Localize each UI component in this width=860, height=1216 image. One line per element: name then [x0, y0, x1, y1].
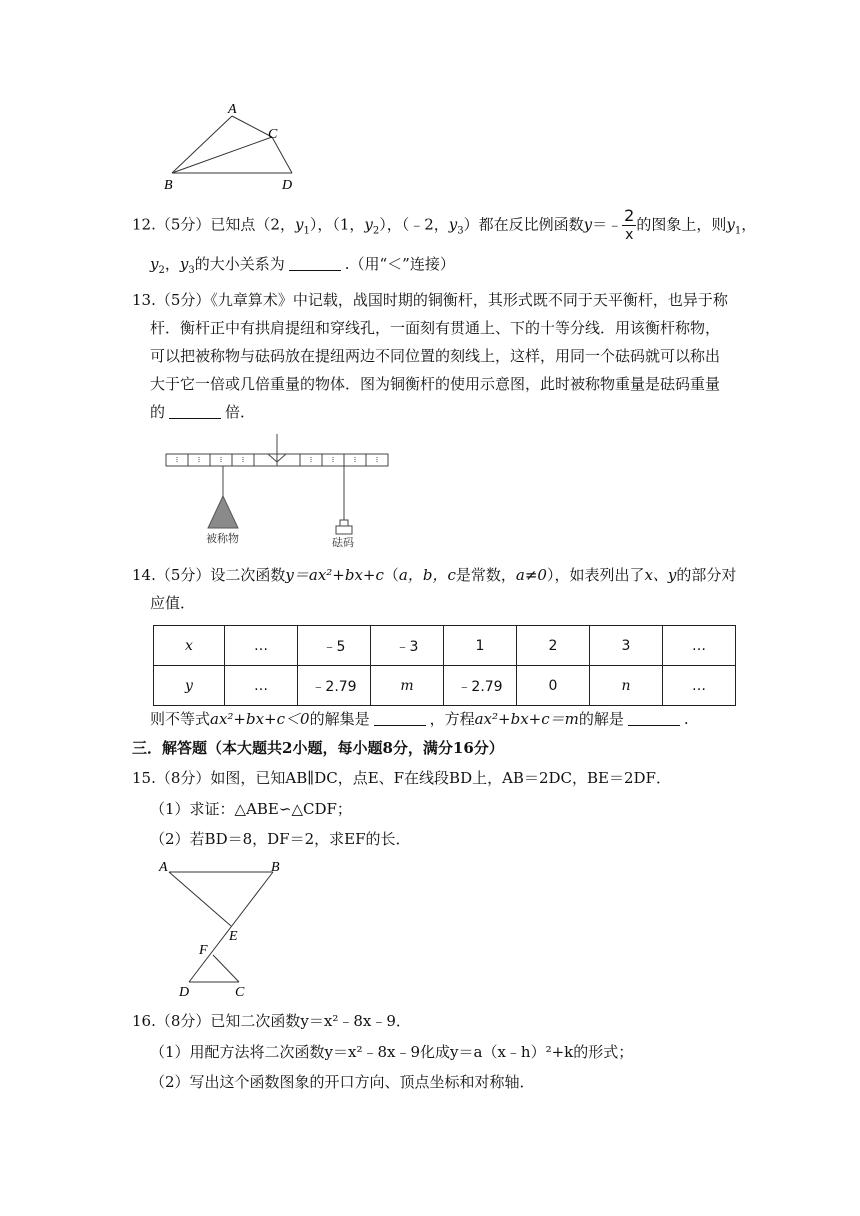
q13-l2: 杆．衡杆正中有拱肩提纽和穿线孔，一面刻有贯通上、下的十等分线．用该衡杆称物， — [150, 319, 721, 337]
label-a: A — [159, 860, 168, 875]
table-cell: m — [371, 666, 444, 706]
table-row — [154, 626, 736, 666]
table-cell: 2 — [517, 626, 590, 666]
q14-l1e: 的部分对 — [676, 566, 737, 584]
q12-text-c-end: ， — [741, 215, 757, 234]
q13-line4 — [150, 373, 720, 395]
q13-l3: 可以把被称物与砝码放在提纽两边不同位置的刻线上，这样，用同一个砝码就可以称出 — [150, 347, 721, 365]
q14-answer-blank-1[interactable] — [374, 711, 426, 726]
q12-text-a: 已知点（2， — [210, 215, 295, 234]
label-weight: 砝码 — [332, 536, 354, 549]
q14-xy: x、y — [644, 566, 677, 584]
label-d: D — [282, 178, 293, 193]
q14-after-e: . — [683, 710, 689, 728]
q12-l2-s2: 2 — [158, 265, 165, 276]
q13-l1: （5分）《九章算术》中记载，战国时期的铜衡杆，其形式既不同于天平衡杆，也异于称 — [155, 291, 728, 309]
table-cell: … — [663, 626, 736, 666]
label-d: D — [179, 985, 190, 998]
q12-line1 — [132, 207, 756, 244]
label-b: B — [164, 178, 173, 193]
label-c: C — [235, 985, 245, 998]
q14-after-d: 的解是 — [578, 710, 624, 728]
q13-l5b: 倍． — [225, 403, 256, 421]
q14-eq: y＝ax²+bx+c — [285, 566, 384, 584]
q12-l2-text: 的大小关系为 — [194, 255, 285, 273]
q12-frac-den: x — [625, 227, 634, 243]
q12-y2: y — [364, 215, 373, 234]
q12-text-c-s: 1 — [734, 225, 742, 237]
q12-answer-blank[interactable] — [289, 256, 341, 271]
q14-number: 14. — [132, 566, 156, 584]
q16-number: 16. — [132, 1012, 156, 1030]
q12-s2: 2 — [372, 225, 380, 237]
table-cell: … — [225, 666, 298, 706]
label-c: C — [268, 127, 278, 142]
label-f: F — [199, 943, 208, 958]
table-cell: ﹣2.79 — [444, 666, 517, 706]
table-cell: x — [154, 626, 225, 666]
q13-number: 13. — [132, 291, 156, 309]
q14-l1c: 是常数， — [455, 566, 516, 584]
q12-mid2: ），（﹣2， — [379, 215, 449, 234]
q15-number: 15. — [132, 769, 156, 787]
table-cell: … — [663, 666, 736, 706]
table-row — [154, 666, 736, 706]
section-3-title: 三．解答题（本大题共2小题，每小题8分，满分16分） — [132, 739, 504, 757]
q16-line1 — [132, 1010, 411, 1032]
q12-text-c: 的图象上，则 — [636, 215, 727, 234]
q14-eq2: ax²+bx+c＝m — [474, 710, 579, 728]
q12-l2-y3: y — [179, 255, 189, 273]
q12-s3: 3 — [457, 225, 464, 237]
q15-line1 — [132, 767, 671, 789]
label-b: B — [271, 860, 280, 875]
table-cell: n — [590, 666, 663, 706]
balance-beam-figure — [160, 432, 400, 552]
q12-eq-sign: ＝﹣ — [592, 215, 623, 234]
q12-mid1: ），（1， — [309, 215, 365, 234]
q14-after-c: ，方程 — [429, 710, 475, 728]
q13-answer-blank[interactable] — [169, 404, 221, 419]
q12-l2-comma: ， — [164, 255, 180, 273]
q13-line5 — [150, 401, 255, 423]
q12-frac-num: 2 — [624, 206, 635, 225]
q12-score: （5分） — [155, 215, 211, 234]
q14-l1d: ），如表列出了 — [546, 566, 645, 584]
q13-l4: 大于它一倍或几倍重量的物体．图为铜衡杆的使用示意图，此时被称物重量是砝码重量 — [150, 375, 721, 393]
q16-l1: （8分）已知二次函数y＝x²﹣8x﹣9． — [155, 1012, 411, 1030]
q13-line3 — [150, 345, 720, 367]
q14-after — [150, 708, 689, 730]
table-cell: 3 — [590, 626, 663, 666]
table-cell: ﹣2.79 — [298, 666, 371, 706]
q15-figure — [155, 856, 295, 998]
q14-after-a: 则不等式 — [150, 710, 211, 728]
table-cell: 1 — [444, 626, 517, 666]
q14-vars: a，b，c — [398, 566, 456, 584]
q12-y1: y — [294, 215, 304, 234]
q15-part2: （2）若BD＝8，DF＝2，求EF的长． — [150, 830, 411, 848]
table-cell: y — [154, 666, 225, 706]
q12-l2-s3: 3 — [188, 265, 195, 276]
q14-ineq: ax²+bx+c＜0 — [210, 710, 310, 728]
q12-l2-tail: .（用“＜”连接） — [344, 255, 455, 273]
q12-number: 12. — [132, 215, 156, 234]
label-e: E — [229, 929, 238, 944]
q15-l1: （8分）如图，已知AB∥DC，点E、F在线段BD上，AB＝2DC，BE＝2DF． — [155, 769, 671, 787]
label-a: A — [228, 102, 237, 117]
q13-l5a: 的 — [150, 403, 166, 421]
q14-answer-blank-2[interactable] — [628, 711, 680, 726]
value-table — [153, 625, 736, 706]
q14-after-b: 的解集是 — [309, 710, 370, 728]
table-cell: 0 — [517, 666, 590, 706]
q12-y3: y — [448, 215, 458, 234]
q14-line1 — [132, 564, 736, 586]
q13-line1 — [132, 289, 728, 311]
q15-part1: （1）求证：△ABE∽△CDF； — [150, 800, 352, 818]
q12-line2 — [150, 253, 455, 282]
q12-fraction — [622, 207, 636, 244]
q12-l2-y2: y — [150, 255, 159, 273]
table-cell: ﹣5 — [298, 626, 371, 666]
q12-s1: 1 — [303, 225, 310, 237]
q14-cond: a≠0 — [515, 566, 547, 584]
label-weighed-object: 被称物 — [206, 532, 239, 545]
table-cell: ﹣3 — [371, 626, 444, 666]
triangle-figure — [150, 98, 310, 198]
q14-l1a: （5分）设二次函数 — [155, 566, 286, 584]
q16-part1: （1）用配方法将二次函数y＝x²﹣8x﹣9化成y＝a（x﹣h）²+k的形式； — [150, 1043, 634, 1061]
q14-line2 — [150, 592, 195, 614]
q14-l2: 应值． — [150, 594, 196, 612]
q12-y-eq: y — [583, 215, 593, 234]
q14-l1b: （ — [383, 566, 399, 584]
q12-text-b: ）都在反比例函数 — [463, 215, 584, 234]
q16-part2: （2）写出这个函数图象的开口方向、顶点坐标和对称轴． — [150, 1073, 535, 1091]
table-cell: … — [225, 626, 298, 666]
q13-line2 — [150, 317, 720, 339]
q12-text-c-y: y — [726, 215, 735, 234]
